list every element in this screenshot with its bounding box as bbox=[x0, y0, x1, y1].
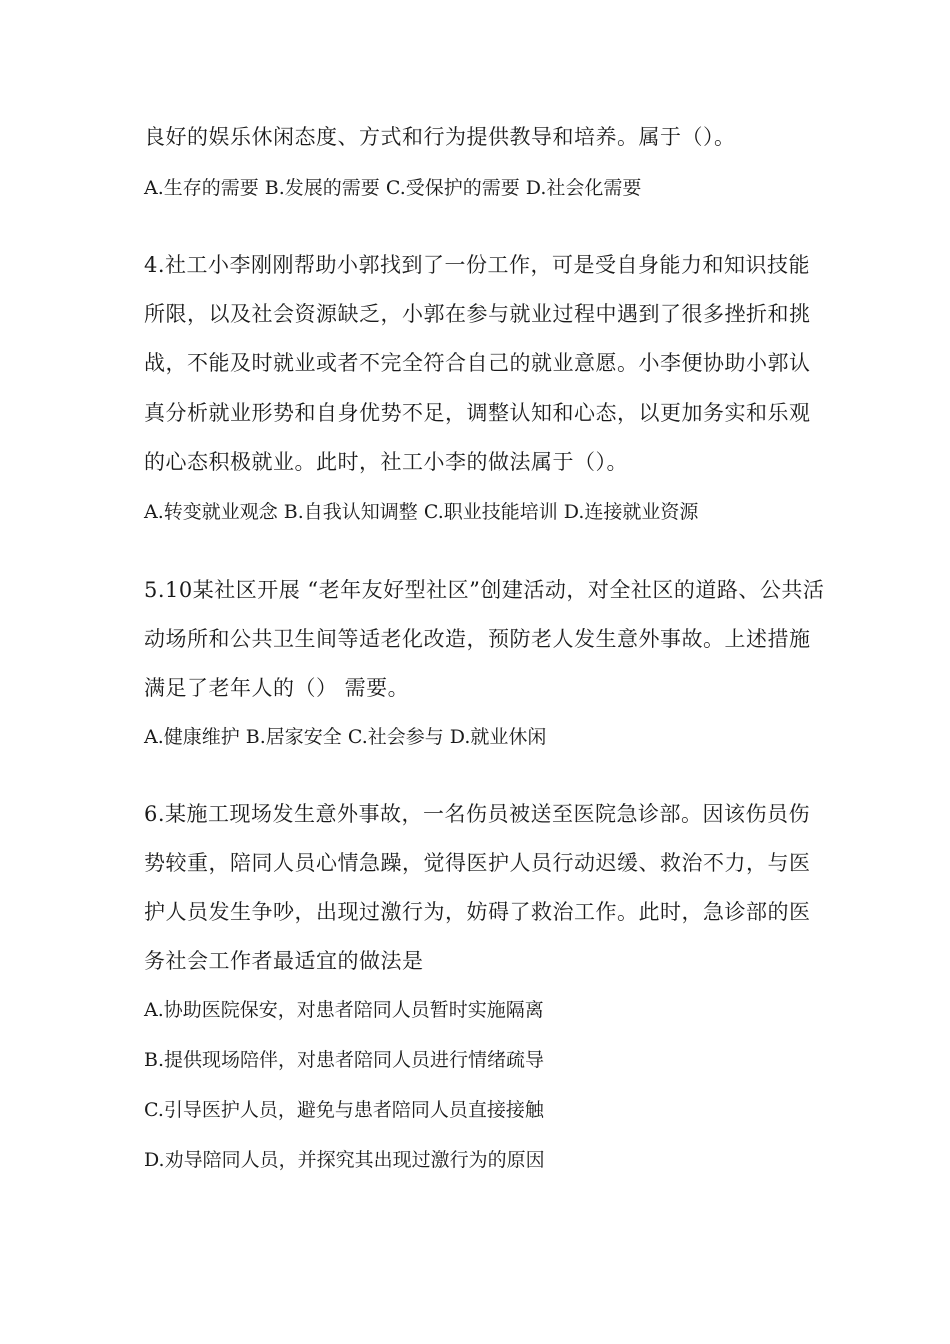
question-6-line: 6.某施工现场发生意外事故，一名伤员被送至医院急诊部。因该伤员伤 bbox=[144, 802, 811, 826]
question-4-line: 所限，以及社会资源缺乏，小郭在参与就业过程中遇到了很多挫折和挑 bbox=[144, 302, 811, 326]
question-4-line: 战，不能及时就业或者不完全符合自己的就业意愿。小李便协助小郭认 bbox=[144, 351, 811, 375]
question-4-line: 真分析就业形势和自身优势不足，调整认知和心态，以更加务实和乐观 bbox=[144, 401, 811, 425]
question-6-line: 务社会工作者最适宜的做法是 bbox=[144, 949, 424, 973]
question-text-line: 良好的娱乐休闲态度、方式和行为提供教导和培养。属于（）。 bbox=[144, 125, 736, 149]
question-6-option-b: B.提供现场陪伴，对患者陪同人员进行情绪疏导 bbox=[144, 1049, 545, 1071]
question-6-line: 势较重，陪同人员心情急躁，觉得医护人员行动迟缓、救治不力，与医 bbox=[144, 851, 811, 875]
question-6-option-c: C.引导医护人员，避免与患者陪同人员直接接触 bbox=[144, 1099, 544, 1121]
question-4-line: 的心态积极就业。此时，社工小李的做法属于（）。 bbox=[144, 450, 628, 474]
question-4-options: A.转变就业观念 B.自我认知调整 C.职业技能培训 D.连接就业资源 bbox=[144, 501, 699, 523]
question-6-option-d: D.劝导陪同人员，并探究其出现过激行为的原因 bbox=[144, 1149, 545, 1171]
question-5-line: 5.10某社区开展 “老年友好型社区”创建活动，对全社区的道路、公共活 bbox=[144, 578, 825, 602]
question-5-options: A.健康维护 B.居家安全 C.社会参与 D.就业休闲 bbox=[144, 726, 547, 748]
question-5-line: 动场所和公共卫生间等适老化改造，预防老人发生意外事故。上述措施 bbox=[144, 627, 811, 651]
answer-options: A.生存的需要 B.发展的需要 C.受保护的需要 D.社会化需要 bbox=[144, 177, 642, 199]
question-4-line: 4.社工小李刚刚帮助小郭找到了一份工作，可是受自身能力和知识技能 bbox=[144, 253, 811, 277]
question-6-option-a: A.协助医院保安，对患者陪同人员暂时实施隔离 bbox=[144, 999, 544, 1021]
question-5-line: 满足了老年人的（） 需要。 bbox=[144, 676, 410, 700]
question-6-line: 护人员发生争吵，出现过激行为，妨碍了救治工作。此时，急诊部的医 bbox=[144, 900, 811, 924]
